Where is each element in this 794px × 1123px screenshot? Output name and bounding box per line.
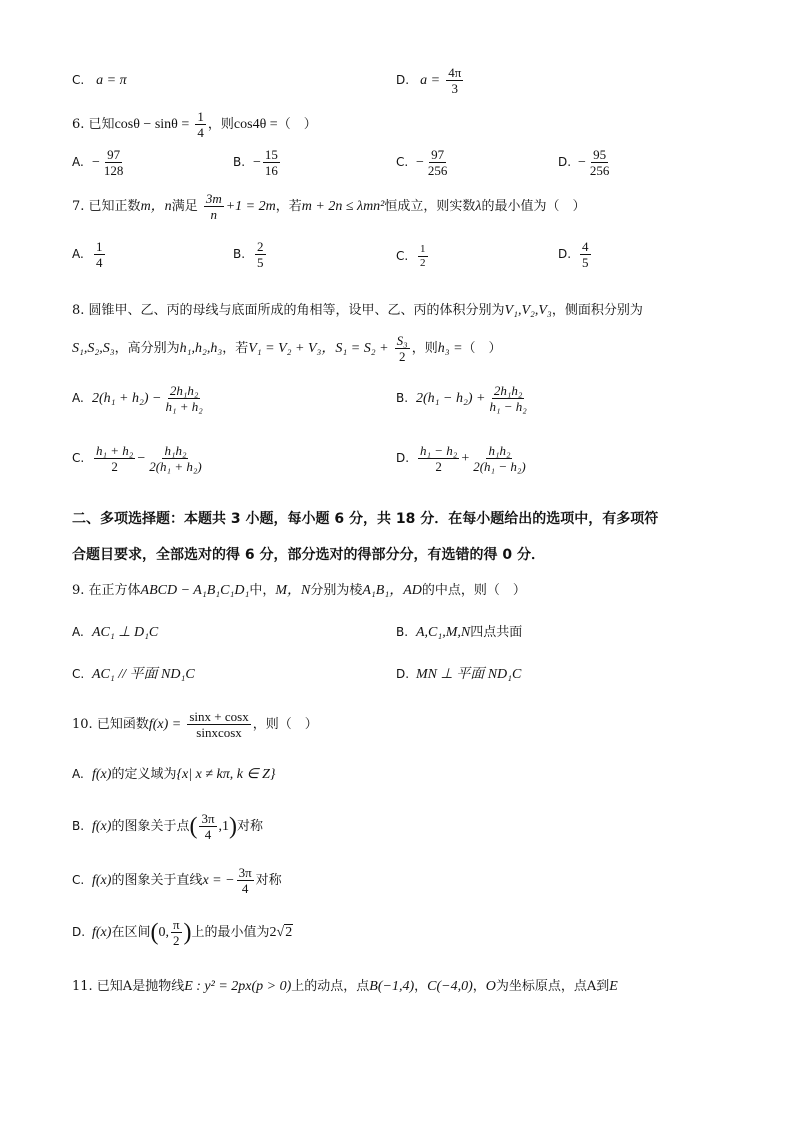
question-7-stem: 7. 已知正数m，n满足 $\frac{3m}{n}$ +1 = 2m，若m + 2n ≤ λmn²恒成立，则实数λ的最小值为（ ） [72, 191, 586, 222]
q5-option-d: D. a = $\frac{4\pi}{3}$ [396, 65, 462, 96]
section-2-heading-line-1: 二、多项选择题：本题共 3 小题，每小题 6 分，共 18 分．在每小题给出的选项中，有多项符 [72, 511, 659, 527]
q10-option-a: A. f(x)的定义域为{x| x ≠ kπ, k ∈ Z} [72, 767, 276, 782]
q9-option-c: C. AC₁ // 平面 ND₁C [72, 667, 195, 682]
q9-option-b: B. A,C₁,M,N四点共面 [396, 625, 523, 640]
q10-option-d: D. f(x)在区间(0, $\frac{\pi}{2}$ )上的最小值为2√2 [72, 917, 293, 948]
question-8-line-2: S₁,S₂,S₃，高分别为h₁,h₂,h₃，若V₁ = V₂ + V₃，S₁ = S₂ + $\frac{\text{S₃}}{2}$ ，则h₃ =（ ） [72, 333, 502, 364]
q6-option-b: B. − $\frac{15}{16}$ [233, 147, 278, 178]
section-2-heading-line-2: 合题目要求，全部选对的得 6 分，部分选对的得部分分，有选错的得 0 分． [72, 547, 545, 563]
q6-option-a: A. − $\frac{97}{128}$ [72, 147, 124, 178]
q8-option-c: C. $\frac{\text{h₁ + h₂}}{2}$ − $\frac{\text{h₁h₂}}{\text{2(h₁ + h₂)}}$ [72, 443, 202, 474]
q7-option-c: C. $\frac{1}{2}$ [396, 243, 426, 269]
q6-option-d: D. − $\frac{95}{256}$ [558, 147, 610, 178]
q5-option-c: C. a = π [72, 73, 127, 88]
q10-option-c: C. f(x)的图象关于直线x = − $\frac{3\pi}{4}$ 对称 [72, 865, 282, 896]
q8-option-d: D. $\frac{\text{h₁ − h₂}}{2}$ + $\frac{\text{h₁h₂}}{\text{2(h₁ − h₂)}}$ [396, 443, 526, 474]
q7-option-d: D. $\frac{4}{5}$ [558, 239, 589, 270]
question-10-stem: 10. 已知函数f(x) = $\frac{\sin x + \cos x}{\text{sinxcosx}}$ ，则（ ） [72, 709, 318, 740]
q8-option-a: A. 2(h₁ + h₂) − $\frac{\text{2h₁h₂}}{\text{h₁ + h₂}}$ [72, 383, 203, 414]
q8-option-b: B. 2(h₁ − h₂) + $\frac{\text{2h₁h₂}}{\text{h₁ − h₂}}$ [396, 383, 527, 414]
q6-option-c: C. − $\frac{97}{256}$ [396, 147, 448, 178]
q10-option-b: B. f(x)的图象关于点( $\frac{3\pi}{4}$ ,1)对称 [72, 811, 264, 842]
question-11-stem: 11. 已知A是抛物线E : y² = 2px(p > 0)上的动点，点B(−1,4)，C(−4,0)，O为坐标原点，点A到E [72, 979, 618, 994]
q9-option-d: D. MN ⊥ 平面 ND₁C [396, 667, 522, 682]
question-6-stem: 6. 已知cosθ − sinθ = $\frac{1}{4}$ ，则cos4θ =（ ） [72, 109, 317, 140]
q7-option-a: A. $\frac{1}{4}$ [72, 239, 103, 270]
q9-option-a: A. AC₁ ⊥ D₁C [72, 625, 159, 640]
question-9-stem: 9. 在正方体ABCD − A₁B₁C₁D₁中，M，N分别为棱A₁B₁，AD的中点，则（ ） [72, 583, 526, 598]
q7-option-b: B. $\frac{2}{5}$ [233, 239, 264, 270]
question-8-line-1: 8. 圆锥甲、乙、丙的母线与底面所成的角相等，设甲、乙、丙的体积分别为V₁,V₂,V₃，侧面积分别为 [72, 303, 643, 318]
